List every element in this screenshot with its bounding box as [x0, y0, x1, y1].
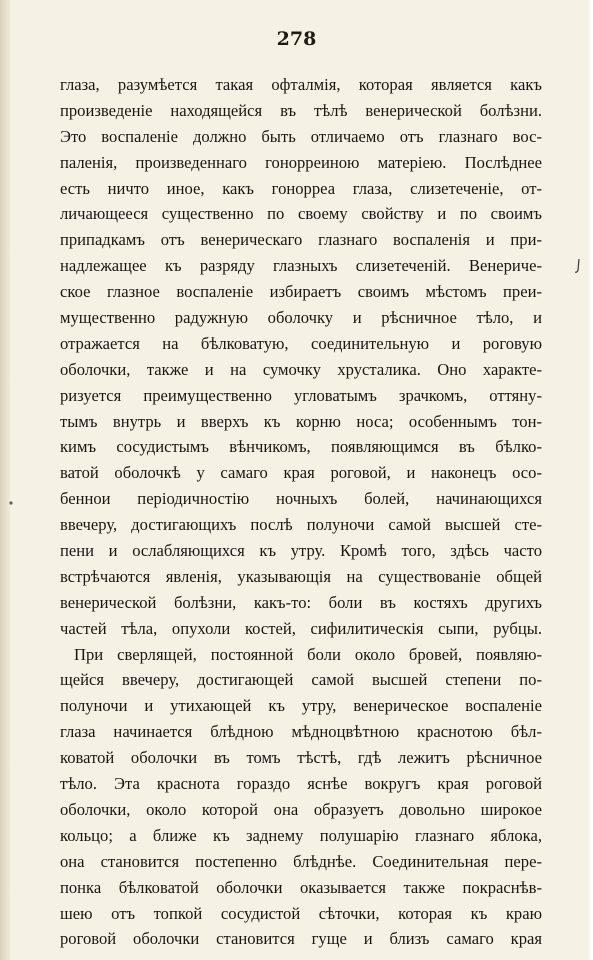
text-line: глаза, разумѣется такая офталмія, которая является какъ — [60, 75, 542, 94]
page-spine-shadow — [0, 0, 10, 960]
margin-dot-mark — [8, 500, 14, 506]
text-line: частей тѣла, опухоли костей, сифилитическія сыпи, рубцы. — [60, 618, 542, 638]
text-line: произведеніе находящейся въ тѣлѣ венерической болѣзни. — [60, 100, 542, 120]
text-line: тымъ внутрь и вверхъ къ корню носа; особеннымъ тон- — [60, 411, 542, 431]
text-line: коватой оболочки въ томъ тѣстѣ, гдѣ лежитъ рѣсничное — [60, 748, 542, 768]
text-line: глаза начинается блѣдною мѣдноцвѣтною краснотою бѣл- — [60, 722, 542, 742]
text-line: шею отъ топкой сосудистой сѣточки, которая къ краю — [60, 903, 542, 923]
text-line: роговой оболочки становится гуще и близъ самаго края — [60, 929, 542, 949]
text-line: отражается на бѣлковатую, соединительную и роговую — [60, 333, 542, 353]
page-number: 278 — [276, 28, 317, 50]
text-line: личающееся существенно по своему свойству и по своимъ — [60, 204, 542, 224]
margin-tick-mark — [575, 258, 583, 274]
body-text — [60, 72, 542, 952]
page-right-edge — [587, 0, 593, 960]
text-line: При сверлящей, постоянной боли около бровей, появляю- — [74, 644, 542, 664]
text-line: припадкамъ отъ венерическаго глазнаго воспаленія и при- — [60, 230, 542, 250]
text-line: Это воспаленіе должно быть отличаемо отъ глазнаго вос- — [60, 126, 542, 146]
text-line: ватой оболочкѣ у самаго края роговой, и наконецъ осо- — [60, 463, 542, 483]
text-line: ское глазное воспаленіе избираетъ своимъ мѣстомъ преи- — [60, 282, 542, 302]
text-line: ризуется преимущественно угловатымъ зрачкомъ, оттяну- — [60, 385, 542, 405]
text-line: мущественно радужную оболочку и рѣсничное тѣло, и — [60, 308, 542, 328]
text-line: кимъ сосудистымъ вѣнчикомъ, появляющимся въ бѣлко- — [60, 437, 542, 457]
text-line: щейся ввечеру, достигающей самой высшей степени по- — [60, 670, 542, 690]
text-line: оболочки, около которой она образуетъ довольно широкое — [60, 799, 542, 819]
text-line: есть ничто иное, какъ гонорреа глаза, слизетеченіе, от- — [60, 178, 542, 198]
text-line: надлежащее къ разряду глазныхъ слизетеченій. Венериче- — [60, 256, 542, 276]
text-line: паленія, произведеннаго гонорреиною матеріею. Послѣднее — [60, 152, 542, 172]
text-line: кольцо; а ближе къ заднему полушарію глазнаго яблока, — [60, 825, 542, 845]
text-line: она становится постепенно блѣднѣе. Соединительная пере- — [60, 851, 542, 871]
text-line: встрѣчаются явленія, указывающія на существованіе общей — [60, 566, 542, 586]
text-line: венерической болѣзни, какъ-то: боли въ костяхъ другихъ — [60, 592, 542, 612]
text-line: пени и ослабляющихся къ утру. Кромѣ того, здѣсь часто — [60, 541, 542, 561]
text-line: тѣло. Эта краснота гораздо яснѣе вокругъ края роговой — [60, 774, 542, 794]
text-line: понка бѣлковатой оболочки оказывается также покраснѣв- — [60, 877, 542, 897]
text-line: оболочки, также и на сумочку хрусталика. Оно характе- — [60, 359, 542, 379]
text-line: полуночи и утихающей къ утру, венерическое воспаленіе — [60, 696, 542, 716]
text-line: ввечеру, достигающихъ послѣ полуночи самой высшей сте- — [60, 515, 542, 535]
text-line: беннои періодичностію ночныхъ болей, начинающихся — [60, 489, 542, 509]
